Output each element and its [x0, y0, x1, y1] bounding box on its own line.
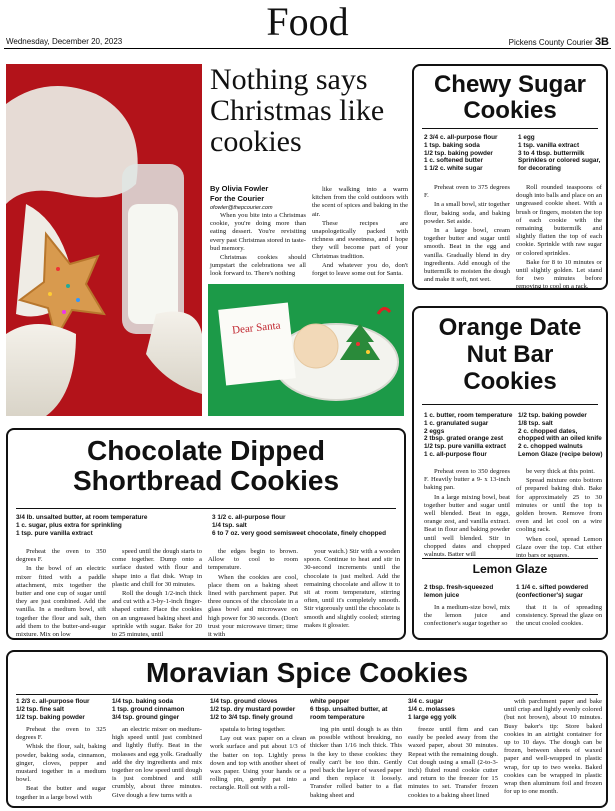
glaze-ingredients-right: 1 1/4 c. sifted powdered (confectioner's) sugar	[516, 584, 589, 599]
glaze-title: Lemon Glaze	[472, 562, 548, 576]
directions-column-6: with parchment paper and bake until crisp and lightly evenly colored (but not brown), about 10 minutes. Busy baker's tip: Store baked cookies in an airtight container for up to 10 days. The dough can be frozen, between sheets of waxed paper and well-wrapped in plastic wrap, for up to two weeks. Baked cookies can be wrapped in plastic wrap then aluminum foil and frozen for up to one month.	[504, 698, 602, 796]
paragraph: Christmas cookies should jumpstart the celebrations we all look forward to. There's nothing	[210, 254, 306, 278]
feature-headline: Nothing says Christmas like cookies	[210, 63, 385, 158]
cookie-plate-photo	[208, 284, 404, 416]
directions-column-3: spatula to bring together. Lay out wax paper on a clean work surface and put about 1/3 of the batter on top. Lightly press down and top with another sheet of wax paper. Using your hands or a rolling pin, gently pat into a rectangle. Roll out with a roll-	[210, 726, 306, 792]
recipe-title: Orange Date Nut Bar Cookies	[438, 314, 582, 395]
santa-cookie-photo	[6, 64, 202, 416]
recipe-title: Moravian Spice Cookies	[145, 657, 469, 688]
ingredients-right: 1 egg 1 tsp. vanilla extract 3 to 4 tbsp. buttermilk Sprinkles or colored sugar, for decorating	[518, 134, 601, 173]
ingredients-left: 2 3/4 c. all-purpose flour 1 tsp. baking soda 1/2 tsp. baking powder 1 c. softened butter 1 1/2 c. white sugar	[424, 134, 498, 173]
orange-date-nut-recipe-box	[412, 306, 608, 640]
ingredients-right: 3 1/2 c. all-purpose flour 1/4 tsp. salt 6 to 7 oz. very good semisweet chocolate, finely chopped	[212, 514, 387, 537]
issue-date: Wednesday, December 20, 2023	[6, 37, 123, 46]
page-number: 3B	[594, 36, 609, 48]
paragraph: And whatever you do, don't forget to leave some out for Santa.	[312, 261, 408, 278]
directions-column-2: be very thick at this point. Spread mixture onto bottom of prepared baking dish. Bake for approximately 25 to 30 minutes or until the top is golden brown. Remove from oven and let cool on a wire cooling rack. When cool, spread Lemon Glaze over the top. Cut either into bars or squares.	[516, 468, 602, 560]
recipe-title: Chewy Sugar Cookies	[433, 71, 587, 124]
directions-column-4: ing pin until dough is as thin as possible without breaking, no thicker than 1/16 inch thick. This is the key to these cookies: they really can't be too thin. Gently peel back the layer of waxed paper and then replace it loosely. Transfer rolled batter to a flat baking sheet and	[310, 726, 402, 799]
ingredients-col-2: 1/4 tsp. baking soda 1 tsp. ground cinnamon 3/4 tsp. ground ginger	[112, 698, 185, 721]
feature-column-1	[210, 212, 306, 280]
moravian-spice-recipe-box	[6, 650, 608, 808]
directions-column-1: Preheat oven to 375 degrees F. In a small bowl, stir together flour, baking soda, and baking powder. Set aside. In a large bowl, cream together butter and sugar until smooth. Beat in the egg and vanilla. Gradually blend in dry ingredients. Add enough of the buttermilk to moisten the dough and make it soft, not wet.	[424, 184, 510, 284]
cookie-plate-illustration	[208, 284, 404, 416]
glaze-directions-1: In a medium-size bowl, mix the lemon juice and confectioner's sugar together so	[424, 604, 510, 628]
divider	[422, 128, 598, 129]
paragraph: These recipes are unapologetically packed with richness and sweetness, and I hope they will become part of your Christmas tradition.	[312, 219, 408, 260]
divider	[422, 558, 598, 559]
author-name: By Olivia Fowler	[210, 184, 269, 193]
byline	[210, 184, 310, 213]
masthead	[0, 0, 615, 54]
glaze-ingredients-left: 2 tbsp. fresh-squeezed lemon juice	[424, 584, 494, 599]
directions-column-4: your watch.) Stir with a wooden spoon. Continue to heat and stir in 30-second increments until the chocolate is just melted. Add the remaining chocolate and allow it to sit at room temperature, stirring often, until it's completely smooth. Stir vigorously until the chocolate is smooth and slightly cooled; stirring makes it glossier.	[304, 548, 400, 629]
directions-column-2: Roll rounded teaspoons of dough into balls and place on an ungreased cookie sheet. With a brush or fingers, moisten the top of each cookie with the remaining buttermilk and slightly flatten the top of each cookie. Sprinkle with raw sugar or colored sprinkles. Bake for 8 to 10 minutes or until slightly golden. Let stand for two minutes before removing to cool on a rack.	[516, 184, 602, 291]
chewy-sugar-recipe-box	[412, 64, 608, 290]
card-text: Dear Santa	[231, 319, 282, 337]
divider	[16, 694, 598, 695]
ingredients-col-4: white pepper 6 tbsp. unsalted butter, at room temperature	[310, 698, 388, 721]
ingredients-right: 1/2 tsp. baking powder 1/8 tsp. salt 2 c. chopped dates, chopped with an oiled knife 2 c. chopped walnuts Lemon Glaze (recipe below)	[518, 412, 603, 458]
feature-column-2	[312, 186, 408, 279]
divider	[422, 404, 598, 405]
ingredients-left: 3/4 lb. unsalted butter, at room temperature 1 c. sugar, plus extra for sprinkling 1 tsp. pure vanilla extract	[16, 514, 148, 537]
directions-column-1: Preheat the oven to 350 degrees F. In the bowl of an electric mixer fitted with a paddle attachment, mix together the butter and one cup of sugar until they are just combined. Add the vanilla. In a medium bowl, sift together the flour and salt, then add them to the butter-and-sugar mixture. Mix on low	[16, 548, 106, 639]
ingredients-col-1: 1 2/3 c. all-purpose flour 1/2 tsp. fine salt 1/2 tsp. baking powder	[16, 698, 90, 721]
ingredients-col-5: 3/4 c. sugar 1/4 c. molasses 1 large egg yolk	[408, 698, 457, 721]
paragraph: like walking into a warm kitchen from the cold outdoors with the scent of spices and baking in the air.	[312, 186, 408, 218]
directions-column-1: Preheat oven to 350 degrees F. Heavily butter a 9- x 13-inch baking pan. In a large mixing bowl, beat together butter and sugar until well blended. Beat in eggs, orange zest, and vanilla extract. Beat in flour and baking powder until well blended. Stir in chopped dates and chopped walnuts. Batter will	[424, 468, 510, 559]
directions-column-5: freeze until firm and can easily be peeled away from the waxed paper, about 30 minutes. Repeat with the remaining dough. Cut dough using a small (2-to-3-inch) fluted round cookie cutter and return to the freezer for 15 minutes to set. Transfer frozen cookies to a baking sheet lined	[408, 726, 498, 799]
ingredients-left: 1 c. butter, room temperature 1 c. granulated sugar 2 eggs 2 tbsp. grated orange zest 1/2 tsp. pure vanilla extract 1 c. all-purpose flour	[424, 412, 513, 458]
directions-column-1: Preheat the oven to 325 degrees F. Whisk the flour, salt, baking powder, baking soda, cinnamon, ginger, cloves, pepper and mustard together in a medium bowl. Beat the butter and sugar together in a large bowl with	[16, 726, 106, 801]
paper-name: Pickens County Courier	[508, 38, 593, 47]
directions-column-2: an electric mixer on medium-high speed until just combined and lightly fluffy. Beat in the molasses and egg yolk. Gradually add the dry ingredients and mix together on low speed until dough is just combined and still crumbly, about three minutes. Give dough a few turns with a	[112, 726, 202, 799]
recipe-title: Chocolate Dipped Shortbread Cookies	[72, 435, 340, 496]
glaze-directions-2: that it is of spreading consistency. Spread the glaze on the uncut cooled cookies.	[516, 604, 602, 628]
page-label	[509, 36, 609, 48]
author-outlet: For the Courier	[210, 194, 265, 203]
paragraph: When you bite into a Christmas cookie, you're doing more than eating dessert. You're revisiting every past Christmas stored in taste-bud memory.	[210, 212, 306, 252]
ingredients-col-3: 1/4 tsp. ground cloves 1/2 tsp. dry mustard powder 1/2 to 3/4 tsp. finely ground	[210, 698, 296, 721]
directions-column-3: the edges begin to brown. Allow to cool to room temperature. When the cookies are cool, place them on a baking sheet lined with parchment paper. Put three ounces of the chocolate in a glass bowl and microwave on high power for 30 seconds. (Don't trust your microwave timer; time it with	[208, 548, 298, 639]
directions-column-2: speed until the dough starts to come together. Dump onto a surface dusted with flour and shape into a flat disk. Wrap in plastic and chill for 30 minutes. Roll the dough 1/2-inch thick and cut with a 3-by-1-inch finger-shaped cutter. Place the cookies on an ungreased baking sheet and sprinkle with sugar. Bake for 20 to 25 minutes, until	[112, 548, 202, 639]
author-email: ofowler@thepcourier.com	[210, 205, 273, 211]
chocolate-shortbread-recipe-box	[6, 428, 406, 640]
masthead-rule	[4, 48, 611, 49]
santa-cookie-illustration	[6, 64, 202, 416]
section-title: Food	[266, 0, 349, 44]
divider	[16, 508, 396, 509]
